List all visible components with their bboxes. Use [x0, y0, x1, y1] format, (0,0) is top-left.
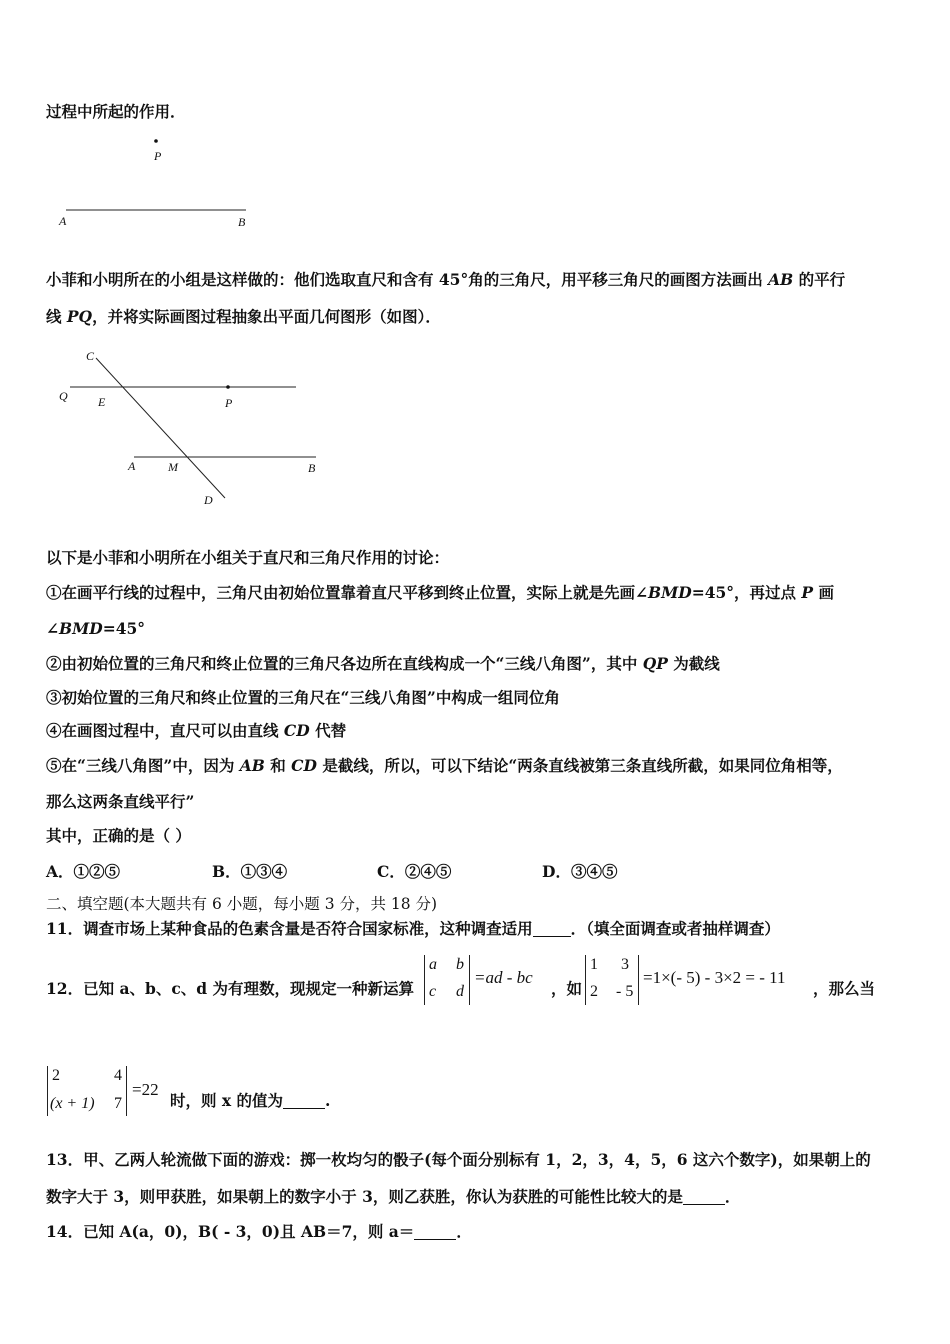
fig1-label-b: B — [238, 215, 246, 229]
det1-d: d — [456, 983, 464, 1000]
det3-right-bar — [126, 1066, 127, 1116]
option-a[interactable]: A．①②⑤ — [46, 862, 121, 881]
det3-b: 4 — [114, 1067, 122, 1084]
point-p-dot — [226, 385, 230, 389]
fig2-label-e: E — [98, 395, 106, 409]
det3-left-bar — [47, 1066, 48, 1116]
q12-tail: ，那么当 — [813, 979, 876, 998]
statement-4: ④在画图过程中，直尺可以由直线 CD 代替 — [46, 721, 347, 740]
q11-blank[interactable] — [533, 921, 571, 938]
det3-a: 2 — [52, 1067, 60, 1084]
option-d[interactable]: D．③④⑤ — [542, 862, 618, 881]
statement-1-cont: ∠BMD=45° — [46, 619, 146, 638]
question-13-line1: 13．甲、乙两人轮流做下面的游戏：掷一枚均匀的骰子(每个面分别标有 1，2，3，4，5，6 这六个数字)，如果朝上的 — [46, 1150, 871, 1169]
det1-c: c — [429, 983, 437, 1000]
det1-right-bar — [469, 955, 470, 1005]
q12-prefix: 12．已知 a、b、c、d 为有理数，现规定一种新运算 — [46, 979, 415, 998]
question-11: 11．调查市场上某种食品的色素含量是否符合国家标准，这种调查适用 ．（填全面调查或者抽样调查） — [46, 919, 780, 938]
statement-1: ①在画平行线的过程中，三角尺由初始位置靠着直尺平移到终止位置，实际上就是先画∠BMD=45°，再过点 P 画 — [46, 583, 834, 602]
det2-right-bar — [638, 955, 639, 1005]
intro-line: 过程中所起的作用． — [46, 102, 186, 121]
det2-a: 1 — [590, 956, 598, 973]
det1-b: b — [456, 956, 464, 973]
fig2-label-q: Q — [59, 389, 68, 403]
fig2-label-c: C — [86, 349, 95, 363]
discussion-intro: 以下是小菲和小明所在小组关于直尺和三角尺作用的讨论： — [46, 548, 450, 567]
section-heading: 二、填空题(本大题共有 6 小题，每小题 3 分，共 18 分) — [46, 895, 438, 913]
fig2-label-b: B — [308, 461, 316, 475]
q12-ru: ，如 — [551, 979, 583, 998]
question-13-line2: 数字大于 3，则甲获胜，如果朝上的数字小于 3，则乙获胜，你认为获胜的可能性比较大的是 ． — [46, 1187, 741, 1206]
q12-blank[interactable] — [283, 1093, 325, 1110]
det3-d: 7 — [114, 1095, 122, 1112]
option-c[interactable]: C．②④⑤ — [377, 862, 452, 881]
fig2-label-p: P — [225, 396, 233, 410]
question-prompt: 其中，正确的是（ ） — [46, 826, 191, 845]
det3-c: (x + 1) — [50, 1095, 95, 1112]
det1-a: a — [429, 956, 437, 973]
fig2-label-a: A — [128, 459, 136, 473]
figure-parallel-lines — [50, 345, 350, 515]
fig2-label-d: D — [204, 493, 213, 507]
question-14: 14．已知 A(a，0)，B( - 3，0)且 AB＝7，则 a＝ ． — [46, 1222, 472, 1241]
det-definition-formula: =ad - bc — [474, 968, 533, 987]
statement-5: ⑤在“三线八角图”中，因为 AB 和 CD 是截线，所以，可以下结论“两条直线被第三条直线所截，如果同位角相等， — [46, 756, 843, 775]
q12-line2: 时，则 x 的值为 . — [170, 1091, 331, 1110]
fig1-label-p: P — [154, 149, 162, 163]
para1-line1: 小菲和小明所在的小组是这样做的：他们选取直尺和含有 45°角的三角尺，用平移三角尺的画图方法画出 AB 的平行 — [46, 270, 846, 289]
fig1-label-a: A — [59, 214, 67, 228]
det2-b: 3 — [621, 956, 629, 973]
point-p-dot — [154, 139, 158, 143]
para1-line2: 线 PQ，并将实际画图过程抽象出平面几何图形（如图）． — [46, 307, 441, 326]
q13-blank[interactable] — [683, 1189, 725, 1206]
det1-left-bar — [424, 955, 425, 1005]
det-condition-eq: =22 — [132, 1080, 159, 1099]
det2-d: - 5 — [616, 983, 634, 1000]
q14-blank[interactable] — [414, 1224, 456, 1241]
det2-left-bar — [585, 955, 586, 1005]
det-example-formula: =1×(- 5) - 3×2 = - 11 — [643, 968, 786, 987]
statement-5-cont: 那么这两条直线平行” — [46, 792, 195, 811]
det2-c: 2 — [590, 983, 598, 1000]
figure-segment-ab-point-p — [46, 128, 286, 238]
statement-2: ②由初始位置的三角尺和终止位置的三角尺各边所在直线构成一个“三线八角图”，其中 QP 为截线 — [46, 654, 720, 673]
fig2-label-m: M — [168, 460, 178, 474]
option-b[interactable]: B．①③④ — [212, 862, 288, 881]
line-cd — [96, 358, 225, 498]
statement-3: ③初始位置的三角尺和终止位置的三角尺在“三线八角图”中构成一组同位角 — [46, 688, 560, 707]
